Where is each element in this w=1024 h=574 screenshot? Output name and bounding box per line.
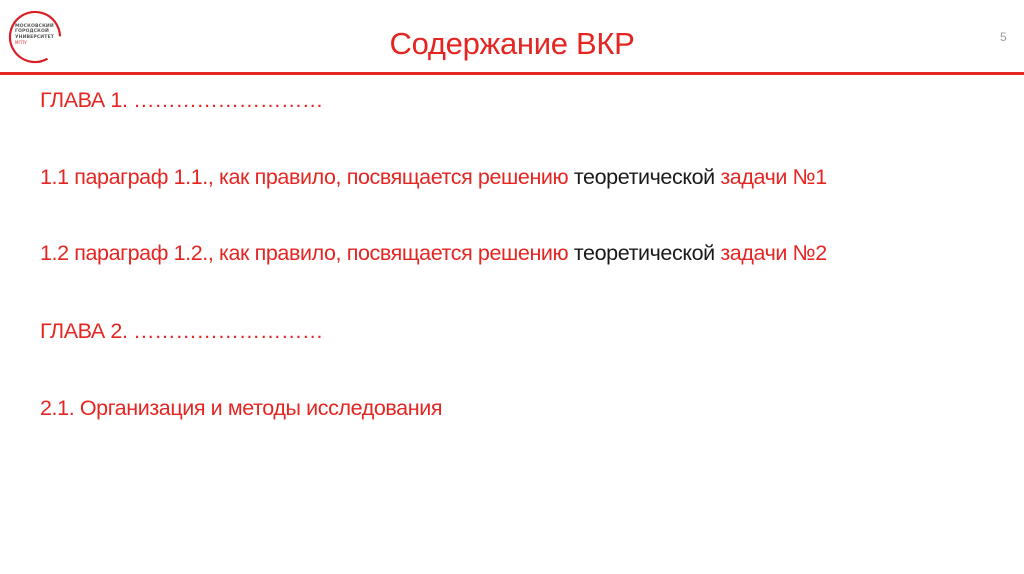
page-number: 5 xyxy=(1000,30,1007,44)
title-divider xyxy=(0,72,1024,75)
paragraph-1-1-tail: задачи №1 xyxy=(714,165,827,189)
logo-line-3: УНИВЕРСИТЕТ xyxy=(15,34,54,40)
paragraph-1-2-tail: задачи №2 xyxy=(714,241,827,265)
paragraph-2-1: 2.1. Организация и методы исследования xyxy=(40,396,443,420)
paragraph-1-1-emphasis: теоретической xyxy=(573,165,715,189)
chapter-2-heading: ГЛАВА 2. ……………………… xyxy=(40,319,324,343)
logo-line-2: ГОРОДСКОЙ xyxy=(15,29,49,35)
paragraph-1-2 xyxy=(40,241,827,266)
logo-line-1: МОСКОВСКИЙ xyxy=(15,24,54,29)
paragraph-1-2-emphasis: теоретической xyxy=(573,241,715,265)
paragraph-1-1-text: 1.1 параграф 1.1., как правило, посвящается решению xyxy=(40,165,574,189)
logo-abbr: МГПУ xyxy=(15,40,27,46)
paragraph-1-1 xyxy=(40,165,827,190)
slide-title: Содержание ВКР xyxy=(389,26,635,61)
chapter-1-heading: ГЛАВА 1. ……………………… xyxy=(40,88,324,112)
paragraph-1-2-text: 1.2 параграф 1.2., как правило, посвящается решению xyxy=(40,241,574,265)
